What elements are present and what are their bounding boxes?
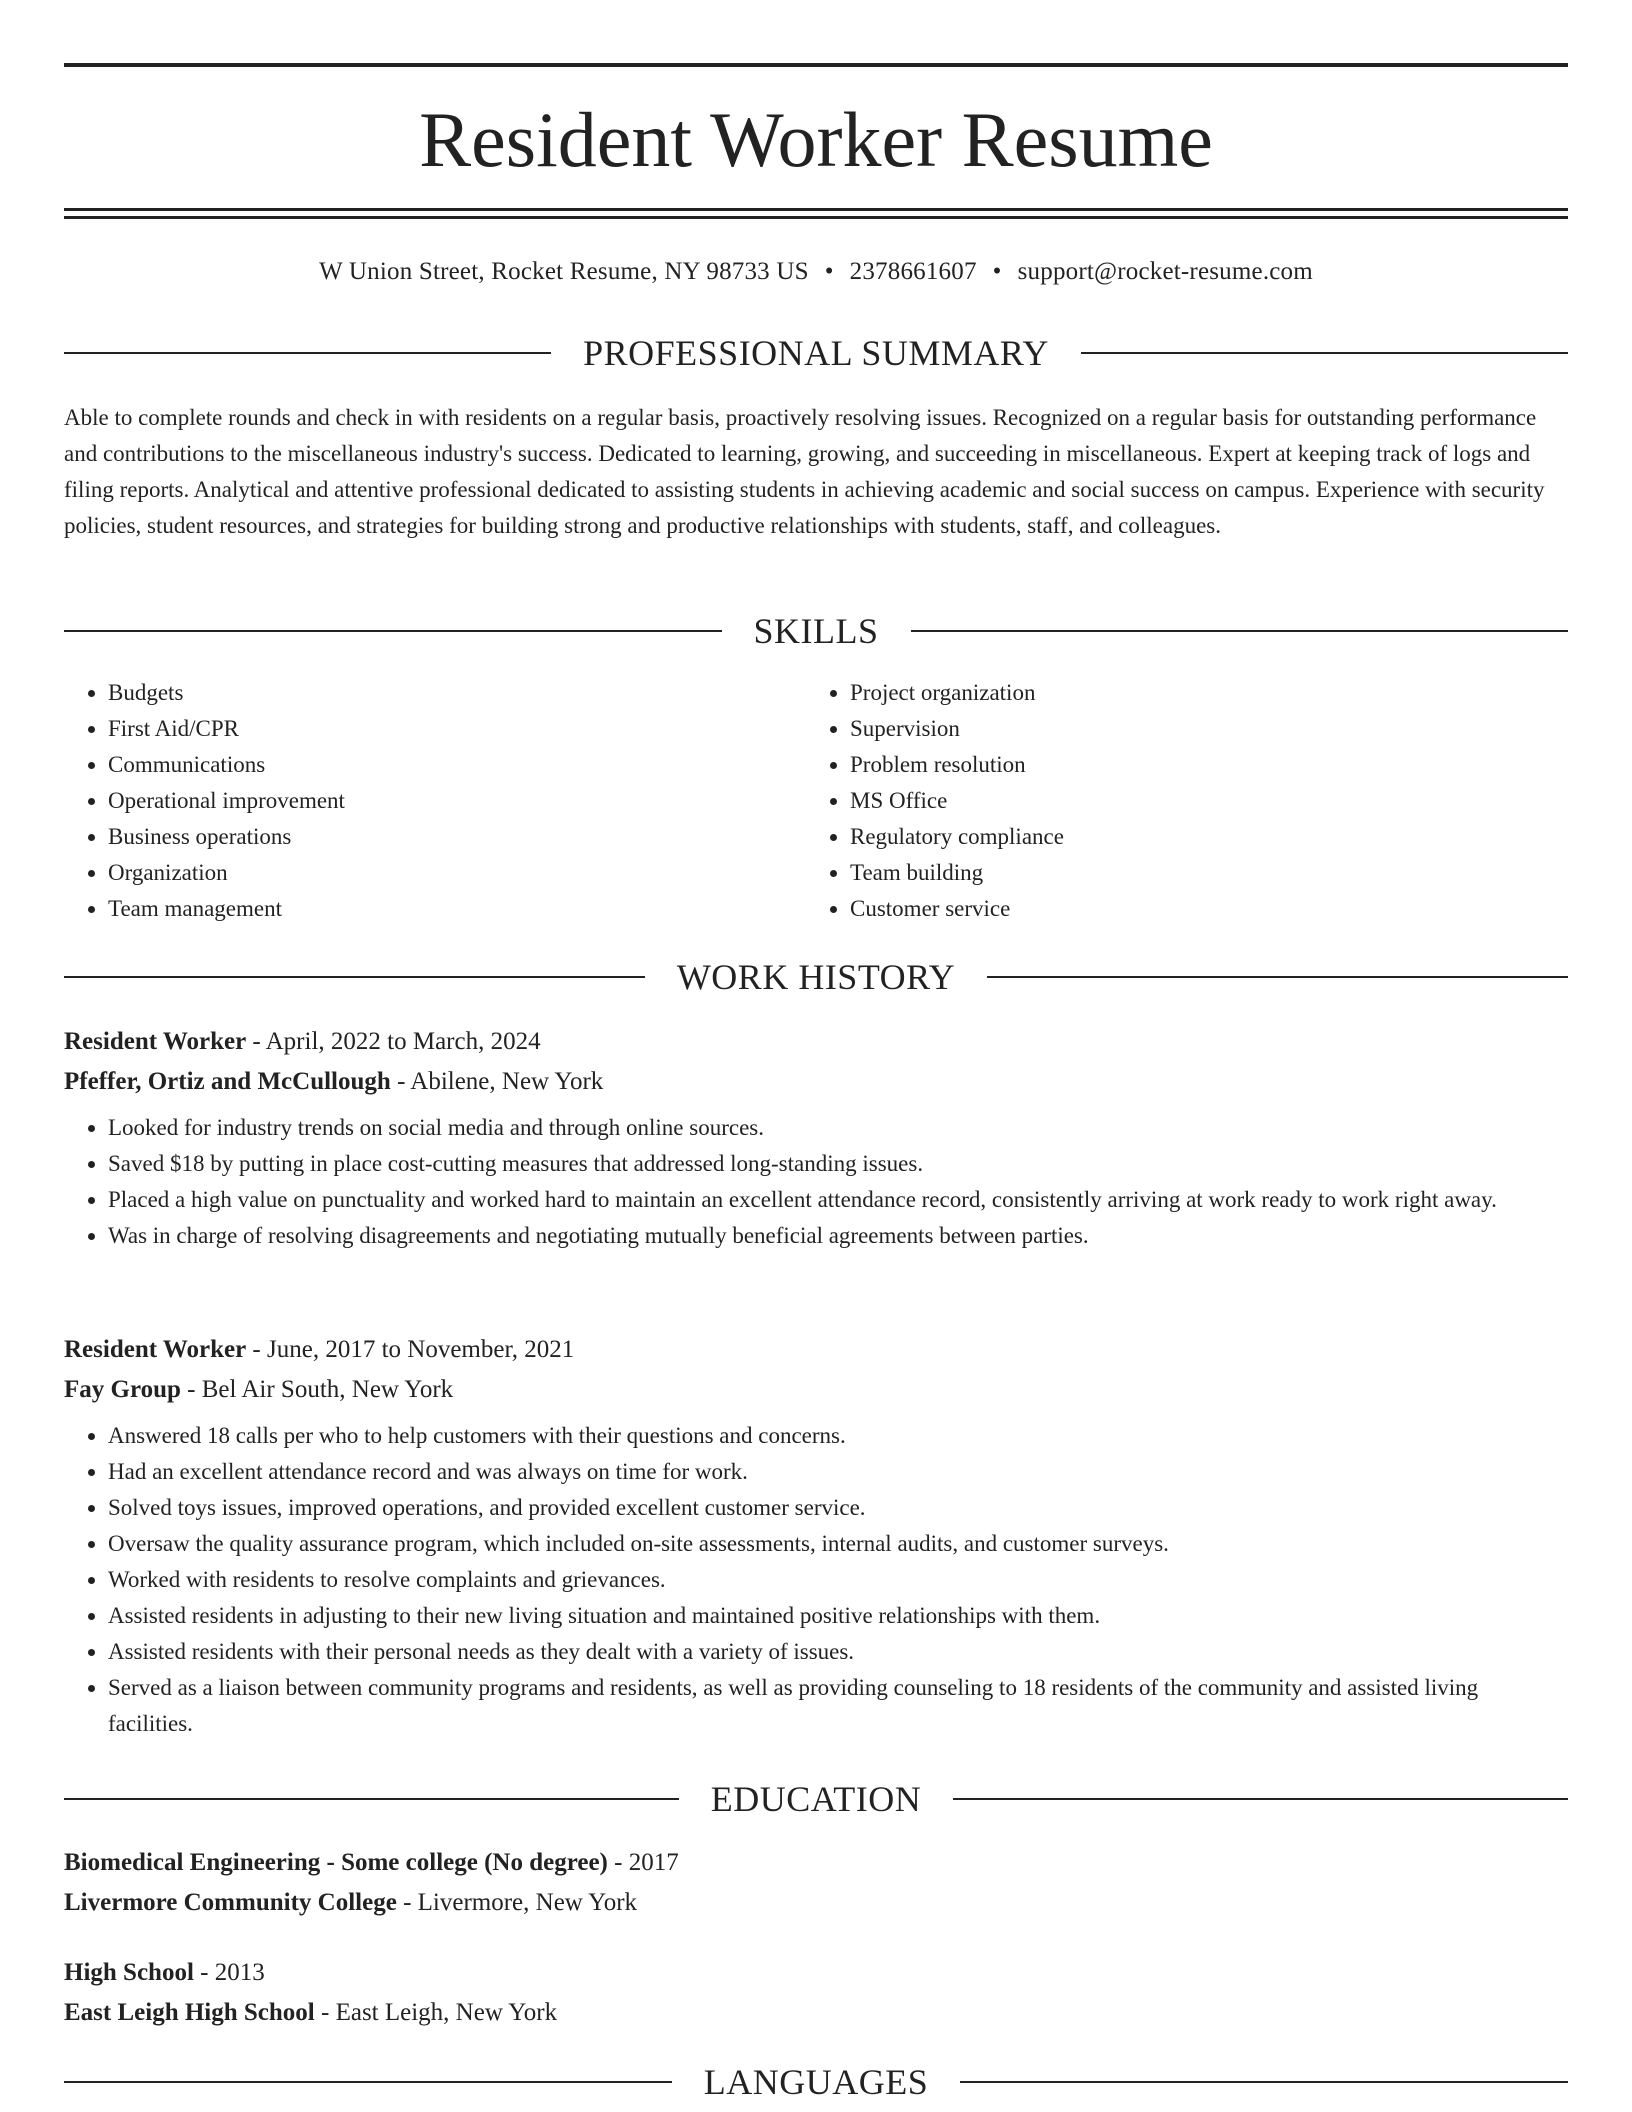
skill-item: • Team building	[850, 855, 1548, 891]
section-rule	[960, 2081, 1568, 2083]
section-rule	[64, 2081, 672, 2083]
job-bullets	[64, 1418, 1568, 1742]
education-heading: EDUCATION	[710, 1779, 922, 1819]
education-year: - 2013	[193, 1959, 265, 1986]
section-rule	[911, 630, 1569, 632]
education-entry	[64, 1953, 1568, 2033]
skill-item: • Project organization	[850, 675, 1548, 711]
education-year: - 2017	[607, 1849, 679, 1876]
skill-item: • Team management	[108, 891, 806, 927]
skill-item: • First Aid/CPR	[108, 711, 806, 747]
job-bullet: • Worked with residents to resolve complaints and grievances.	[108, 1562, 1568, 1598]
contact-address: W Union Street, Rocket Resume, NY 98733 US	[319, 258, 809, 285]
job-dates: - June, 2017 to November, 2021	[246, 1336, 575, 1363]
job-bullet: • Was in charge of resolving disagreements and negotiating mutually beneficial agreements between parties.	[108, 1218, 1568, 1254]
work-section-header	[64, 955, 1568, 999]
job-title-line	[64, 1330, 1568, 1370]
section-rule	[987, 976, 1568, 978]
skill-item: • Problem resolution	[850, 747, 1548, 783]
skills-column-right	[806, 675, 1548, 927]
section-rule	[953, 1798, 1568, 1800]
contact-separator: •	[824, 258, 834, 285]
education-degree-line	[64, 1843, 1568, 1883]
education-section-header	[64, 1777, 1568, 1821]
job-bullet: • Answered 18 calls per who to help customers with their questions and concerns.	[108, 1418, 1568, 1454]
education-school: East Leigh High School	[64, 1999, 315, 2026]
job-location: - Bel Air South, New York	[180, 1376, 454, 1403]
contact-line	[64, 255, 1568, 289]
summary-section-header	[64, 331, 1568, 375]
contact-separator: •	[992, 258, 1002, 285]
education-school-line	[64, 1883, 1568, 1923]
header-double-rule-upper	[64, 208, 1568, 211]
education-location: - East Leigh, New York	[314, 1999, 558, 2026]
section-rule	[1081, 352, 1568, 354]
skills-heading: SKILLS	[753, 611, 879, 651]
job-bullet: • Saved $18 by putting in place cost-cutting measures that addressed long-standing issues.	[108, 1146, 1568, 1182]
skill-item: • Communications	[108, 747, 806, 783]
section-rule	[64, 352, 551, 354]
header-top-rule	[64, 63, 1568, 67]
job-company-line	[64, 1062, 1568, 1102]
education-school: Livermore Community College	[64, 1889, 397, 1916]
summary-heading: PROFESSIONAL SUMMARY	[583, 333, 1049, 373]
education-school-line	[64, 1993, 1568, 2033]
section-rule	[64, 630, 722, 632]
job-title-line	[64, 1022, 1568, 1062]
work-heading: WORK HISTORY	[676, 957, 956, 997]
skill-item: • MS Office	[850, 783, 1548, 819]
resume-title: Resident Worker Resume	[419, 96, 1213, 183]
contact-email: support@rocket-resume.com	[1017, 258, 1313, 285]
skill-item: • Business operations	[108, 819, 806, 855]
summary-text: Able to complete rounds and check in with residents on a regular basis, proactively resolving issues. Recognized on a regular basis for outstanding performance and contributions to the miscellaneous industry's success. Dedicated to learning, growing, and succeeding in miscellaneous. Expert at keeping track of logs and filing reports. Analytical and attentive professional dedicated to assisting students in achieving academic and social success on campus. Experience with security policies, student resources, and strategies for building strong and productive relationships with students, staff, and colleagues.	[64, 405, 1545, 538]
skills-column-left	[64, 675, 806, 927]
job-bullet: • Had an excellent attendance record and was always on time for work.	[108, 1454, 1568, 1490]
contact-phone: 2378661607	[849, 258, 977, 285]
job-title: Resident Worker	[64, 1336, 247, 1363]
education-degree-line	[64, 1953, 1568, 1993]
job-entry	[64, 1022, 1568, 1254]
skill-item: • Operational improvement	[108, 783, 806, 819]
job-bullet: • Assisted residents with their personal needs as they dealt with a variety of issues.	[108, 1634, 1568, 1670]
education-location: - Livermore, New York	[396, 1889, 638, 1916]
section-rule	[64, 1798, 679, 1800]
job-bullet: • Solved toys issues, improved operations, and provided excellent customer service.	[108, 1490, 1568, 1526]
education-degree: Biomedical Engineering - Some college (No degree)	[64, 1849, 608, 1876]
job-company: Fay Group	[64, 1376, 181, 1403]
languages-heading: LANGUAGES	[703, 2062, 929, 2102]
job-bullet: • Oversaw the quality assurance program, which included on-site assessments, internal audits, and customer surveys.	[108, 1526, 1568, 1562]
skill-item: • Regulatory compliance	[850, 819, 1548, 855]
job-location: - Abilene, New York	[390, 1068, 604, 1095]
education-degree: High School	[64, 1959, 194, 1986]
job-bullet: • Assisted residents in adjusting to their new living situation and maintained positive relationships with them.	[108, 1598, 1568, 1634]
skill-item: • Supervision	[850, 711, 1548, 747]
job-dates: - April, 2022 to March, 2024	[246, 1028, 541, 1055]
job-entry	[64, 1330, 1568, 1742]
job-company-line	[64, 1370, 1568, 1410]
job-bullet: • Looked for industry trends on social media and through online sources.	[108, 1110, 1568, 1146]
job-bullet: • Served as a liaison between community programs and residents, as well as providing counseling to 18 residents of the community and assisted living facilities.	[108, 1670, 1568, 1742]
skill-item: • Budgets	[108, 675, 806, 711]
job-company: Pfeffer, Ortiz and McCullough	[64, 1068, 391, 1095]
skills-section-header	[64, 609, 1568, 653]
header-double-rule-lower	[64, 216, 1568, 219]
skill-item: • Organization	[108, 855, 806, 891]
skill-item: • Customer service	[850, 891, 1548, 927]
job-title: Resident Worker	[64, 1028, 247, 1055]
education-entry	[64, 1843, 1568, 1923]
skills-list	[64, 675, 1568, 927]
section-rule	[64, 976, 645, 978]
job-bullet: • Placed a high value on punctuality and worked hard to maintain an excellent attendance record, consistently arriving at work ready to work right away.	[108, 1182, 1568, 1218]
languages-section-header	[64, 2060, 1568, 2104]
job-bullets	[64, 1110, 1568, 1254]
